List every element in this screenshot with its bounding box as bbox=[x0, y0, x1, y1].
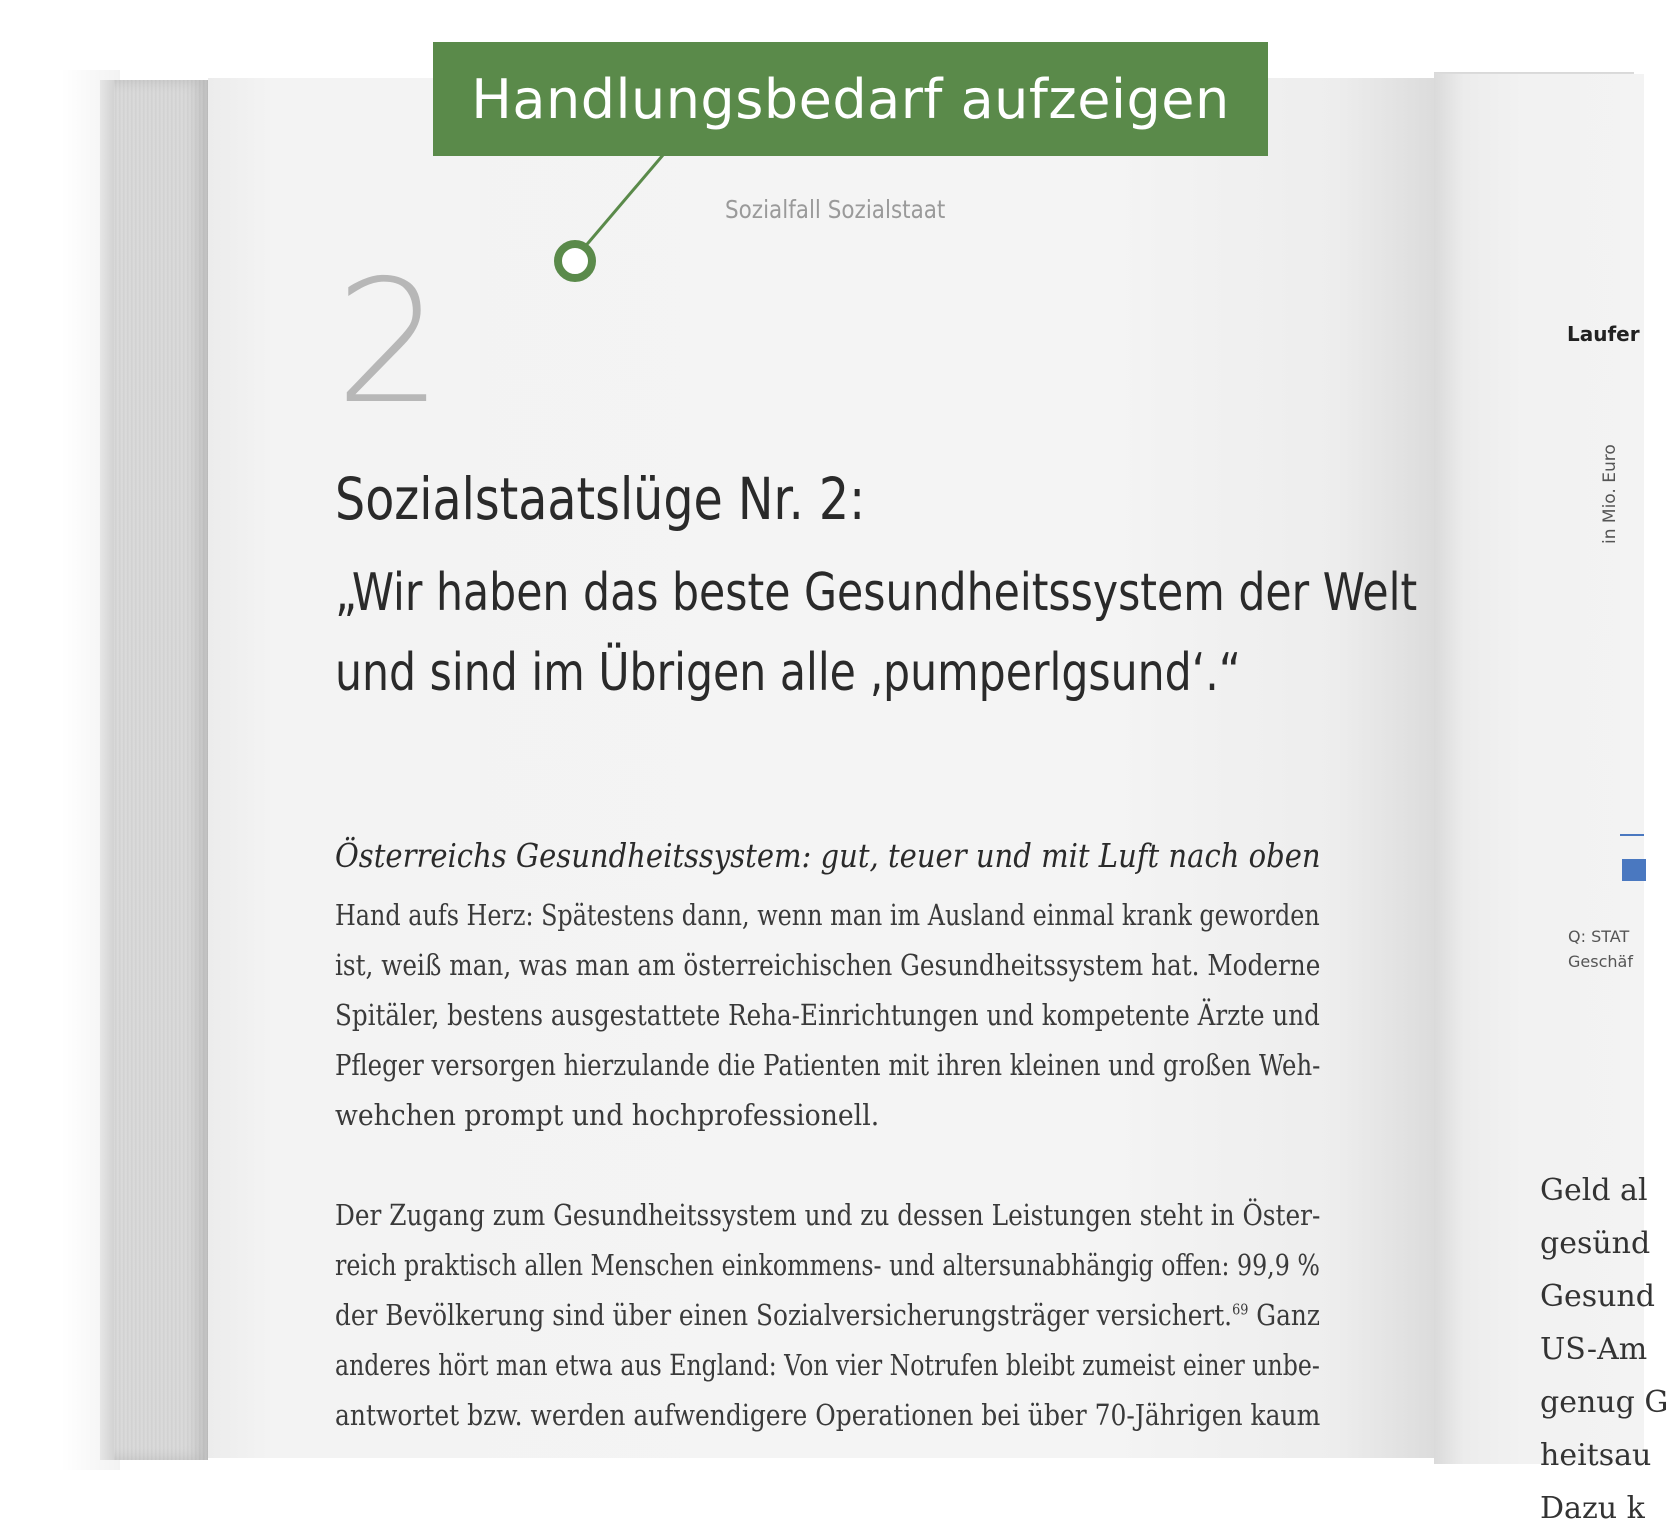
paragraph-line: Der Zugang zum Gesundheitssystem und zu dessen Leistungen steht in Öster- bbox=[335, 1198, 1321, 1232]
right-chart-source-line: Geschäf bbox=[1568, 952, 1633, 971]
book-cover-edge bbox=[100, 80, 114, 1460]
right-body-line: heitsau bbox=[1540, 1438, 1652, 1473]
paragraph-line: Hand aufs Herz: Spätestens dann, wenn man im Ausland einmal krank geworden bbox=[335, 898, 1320, 932]
section-heading: Österreichs Gesundheitssystem: gut, teuer und mit Luft nach oben bbox=[335, 836, 1321, 875]
right-body-line: US-Am bbox=[1540, 1332, 1648, 1367]
chapter-subtitle bbox=[335, 553, 1417, 713]
right-body-line: genug G bbox=[1540, 1385, 1668, 1420]
right-chart-bar-line bbox=[1620, 834, 1644, 836]
running-head: Sozialfall Sozialstaat bbox=[725, 195, 946, 224]
book-page-edges bbox=[100, 80, 208, 1460]
paragraph-line: Pfleger versorgen hierzulande die Patienten mit ihren kleinen und großen Weh- bbox=[335, 1048, 1321, 1082]
right-chart-source-line: Q: STAT bbox=[1568, 927, 1630, 946]
paragraph-line: reich praktisch allen Menschen einkommens- und altersunabhängig offen: 99,9 % bbox=[335, 1248, 1320, 1282]
footnote-ref[interactable]: 69 bbox=[1232, 1300, 1249, 1319]
paragraph-line bbox=[335, 1290, 1320, 1340]
paragraph-text: der Bevölkerung sind über einen Sozialversicherungsträger versichert. bbox=[335, 1298, 1233, 1332]
right-chart-title: Laufer bbox=[1567, 322, 1640, 346]
callout-banner bbox=[433, 42, 1268, 156]
paragraph-line: antwortet bzw. werden aufwendigere Operationen bei über 70-Jährigen kaum bbox=[335, 1398, 1321, 1432]
paragraph-line: wehchen prompt und hochprofessionell. bbox=[335, 1098, 880, 1132]
body-paragraph-2 bbox=[335, 1190, 1320, 1440]
callout-label: Handlungsbedarf aufzeigen bbox=[471, 67, 1230, 131]
paragraph-line: Spitäler, bestens ausgestattete Reha-Einrichtungen und kompetente Ärzte und bbox=[335, 998, 1320, 1032]
chapter-title: Sozialstaatslüge Nr. 2: bbox=[335, 465, 866, 533]
right-page bbox=[1434, 74, 1668, 1526]
paragraph-line: anderes hört man etwa aus England: Von vier Notrufen bleibt zumeist einer unbe- bbox=[335, 1348, 1320, 1382]
right-body-line: Dazu k bbox=[1540, 1491, 1645, 1526]
chapter-number: 2 bbox=[335, 244, 444, 442]
chapter-subtitle-line: „Wir haben das beste Gesundheitssystem der Welt bbox=[335, 563, 1418, 623]
right-body-line: gesünd bbox=[1540, 1226, 1651, 1261]
chapter-subtitle-line: und sind im Übrigen alle ‚pumperlgsund‘.“ bbox=[335, 643, 1241, 703]
right-chart-axis-label: in Mio. Euro bbox=[1600, 444, 1620, 544]
paragraph-text: Ganz bbox=[1248, 1298, 1320, 1332]
paragraph-line: ist, weiß man, was man am österreichischen Gesundheitssystem hat. Moderne bbox=[335, 948, 1321, 982]
right-body-line: Geld al bbox=[1540, 1173, 1648, 1208]
right-chart-bar bbox=[1622, 859, 1646, 881]
right-body-line: Gesund bbox=[1540, 1279, 1655, 1314]
body-paragraph-1 bbox=[335, 890, 1320, 1140]
right-page-body-text bbox=[1540, 1164, 1668, 1535]
right-chart-source bbox=[1568, 924, 1633, 974]
